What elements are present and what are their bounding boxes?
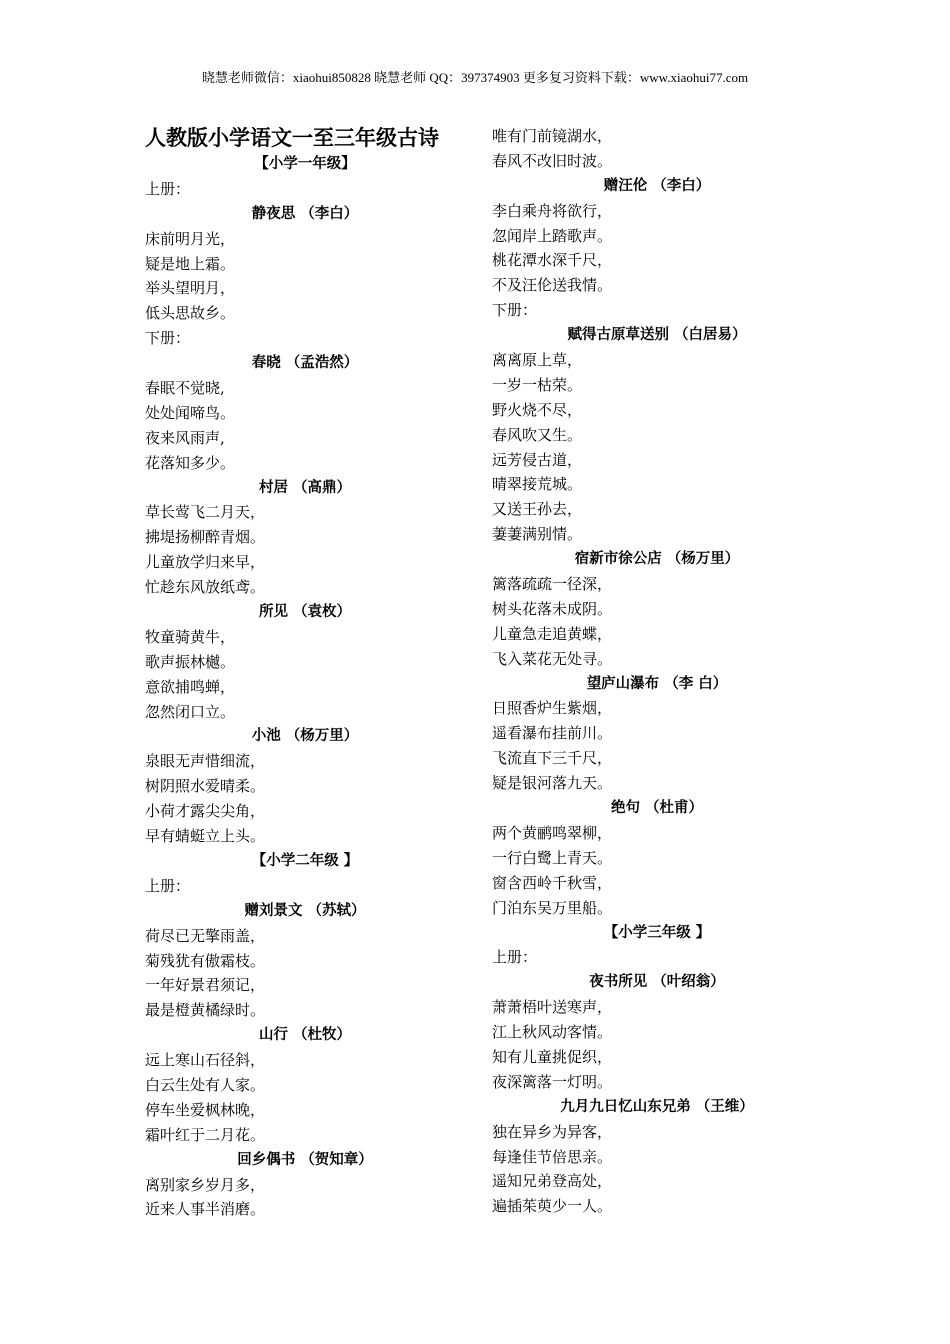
poem-line: 小荷才露尖尖角， xyxy=(145,802,266,821)
poem-line: 菊残犹有傲霜枝。 xyxy=(145,951,266,970)
volume-label: 上册： xyxy=(145,876,191,895)
poem-line: 拂堤扬柳醉青烟。 xyxy=(145,528,266,547)
poem-line: 泉眼无声惜细流， xyxy=(145,752,266,771)
poem-title: 绝句 （杜甫） xyxy=(610,800,704,817)
poem-title: 夜书所见 （叶绍翁） xyxy=(589,974,725,991)
poem-line: 处处闻啼鸟。 xyxy=(145,403,236,422)
poem-line: 唯有门前镜湖水， xyxy=(492,127,613,145)
poem-line: 远芳侵古道， xyxy=(492,450,583,469)
poem-line: 低头思故乡。 xyxy=(145,304,236,323)
poem-title: 九月九日忆山东兄弟 （王维） xyxy=(560,1098,754,1115)
poem-line: 儿童急走追黄蝶， xyxy=(492,624,613,643)
poem-title: 宿新市徐公店 （杨万里） xyxy=(574,551,740,568)
poem-line: 忙趁东风放纸鸢。 xyxy=(145,578,266,597)
poem-line: 桃花潭水深千尺， xyxy=(492,251,613,270)
poem-line: 江上秋风动客情。 xyxy=(492,1023,613,1042)
poem-line: 知有儿童挑促织， xyxy=(492,1047,613,1066)
right-column-lines xyxy=(492,124,822,1219)
poem-line: 花落知多少。 xyxy=(145,453,236,472)
poem-line: 一岁一枯荣。 xyxy=(492,375,583,394)
poem-line: 霜叶红于二月花。 xyxy=(145,1125,266,1144)
grade-heading: 【小学三年级 】 xyxy=(603,924,711,941)
poem-line: 白云生处有人家。 xyxy=(145,1075,266,1094)
poem-line: 举头望明月， xyxy=(145,279,236,298)
poem-line: 春风不改旧时波。 xyxy=(492,151,613,170)
poem-title: 静夜思 （李白） xyxy=(251,205,359,222)
poem-line: 日照香炉生紫烟， xyxy=(492,699,613,718)
poem-line: 野火烧不尽， xyxy=(492,400,583,419)
poem-line: 离离原上草， xyxy=(492,351,583,370)
poem-line: 牧童骑黄牛， xyxy=(145,627,236,646)
poem-line: 远上寒山石径斜， xyxy=(145,1051,266,1070)
poem-line: 疑是地上霜。 xyxy=(145,254,236,273)
poem-line: 夜深篱落一灯明。 xyxy=(492,1072,613,1091)
poem-line: 飞流直下三千尺， xyxy=(492,749,613,768)
poem-line: 疑是银河落九天。 xyxy=(492,774,613,793)
poem-title: 小池 （杨万里） xyxy=(251,728,359,745)
right-column xyxy=(492,124,822,1219)
poem-line: 每逢佳节倍思亲。 xyxy=(492,1147,613,1166)
poem-title: 赠刘景文 （苏轼） xyxy=(244,902,366,919)
poem-line: 又送王孙去， xyxy=(492,500,583,519)
poem-line: 一行白鹭上青天。 xyxy=(492,848,613,867)
poem-line: 门泊东吴万里船。 xyxy=(492,898,613,917)
poem-line: 飞入菜花无处寻。 xyxy=(492,649,613,668)
volume-label: 上册： xyxy=(145,179,191,198)
poem-title: 回乡偶书 （贺知章） xyxy=(237,1151,373,1168)
poem-line: 离别家乡岁月多， xyxy=(145,1175,266,1194)
volume-label: 下册： xyxy=(492,301,538,320)
poem-line: 春风吹又生。 xyxy=(492,425,583,444)
poem-line: 李白乘舟将欲行， xyxy=(492,201,613,220)
poem-line: 窗含西岭千秋雪， xyxy=(492,873,613,892)
poem-line: 遍插茱萸少一人。 xyxy=(492,1197,613,1216)
poem-line: 荷尽已无擎雨盖， xyxy=(145,926,266,945)
document-title: 人教版小学语文一至三年级古诗 xyxy=(145,126,439,150)
poem-line: 篱落疏疏一径深， xyxy=(492,575,613,594)
poem-title: 赠汪伦 （李白） xyxy=(603,177,711,194)
poem-title: 村居 （高鼎） xyxy=(258,479,352,496)
poem-line: 近来人事半消磨。 xyxy=(145,1200,266,1219)
poem-line: 夜来风雨声, xyxy=(145,428,225,447)
grade-heading: 【小学二年级 】 xyxy=(251,852,359,869)
left-column-lines xyxy=(145,152,465,1222)
poem-line: 忽闻岸上踏歌声。 xyxy=(492,226,613,245)
poem-line: 晴翠接荒城。 xyxy=(492,475,583,494)
poem-line: 树头花落未成阴。 xyxy=(492,599,613,618)
poem-line: 春眠不觉晓, xyxy=(145,379,225,398)
poem-line: 两个黄鹂鸣翠柳， xyxy=(492,823,613,842)
poem-title: 所见 （袁枚） xyxy=(258,604,352,621)
poem-title: 赋得古原草送别 （白居易） xyxy=(567,327,747,344)
volume-label: 下册： xyxy=(145,329,191,348)
poem-title: 山行 （杜牧） xyxy=(258,1027,352,1044)
poem-title: 望庐山瀑布 （李 白） xyxy=(586,675,728,692)
poem-line: 意欲捕鸣蝉， xyxy=(145,677,236,696)
poem-line: 遥知兄弟登高处， xyxy=(492,1172,613,1191)
poem-line: 萋萋满别情。 xyxy=(492,525,583,544)
poem-title: 春晓 （孟浩然） xyxy=(251,355,359,372)
poem-line: 床前明月光， xyxy=(145,229,236,248)
grade-heading: 【小学一年级】 xyxy=(254,156,356,172)
poem-line: 遥看瀑布挂前川。 xyxy=(492,724,613,743)
poem-line: 忽然闭口立。 xyxy=(145,702,236,721)
poem-line: 停车坐爱枫林晚， xyxy=(145,1100,266,1119)
poem-line: 树阴照水爱晴柔。 xyxy=(145,777,266,796)
page-header: 晓慧老师微信：xiaohui850828 晓慧老师 QQ：397374903 更多复习资料下载：www.xiaohui77.com xyxy=(201,70,749,85)
poem-line: 一年好景君须记， xyxy=(145,976,266,995)
poem-line: 儿童放学归来早， xyxy=(145,553,266,572)
poem-line: 萧萧梧叶送寒声， xyxy=(492,998,613,1017)
poem-line: 不及汪伦送我情。 xyxy=(492,276,613,295)
poem-line: 最是橙黄橘绿时。 xyxy=(145,1001,266,1020)
left-column xyxy=(145,124,465,1222)
poem-line: 独在异乡为异客， xyxy=(492,1122,613,1141)
poem-line: 草长莺飞二月天， xyxy=(145,503,266,522)
poem-line: 早有蜻蜓立上头。 xyxy=(145,827,266,846)
poem-line: 歌声振林樾。 xyxy=(145,652,236,671)
volume-label: 上册： xyxy=(492,948,538,967)
